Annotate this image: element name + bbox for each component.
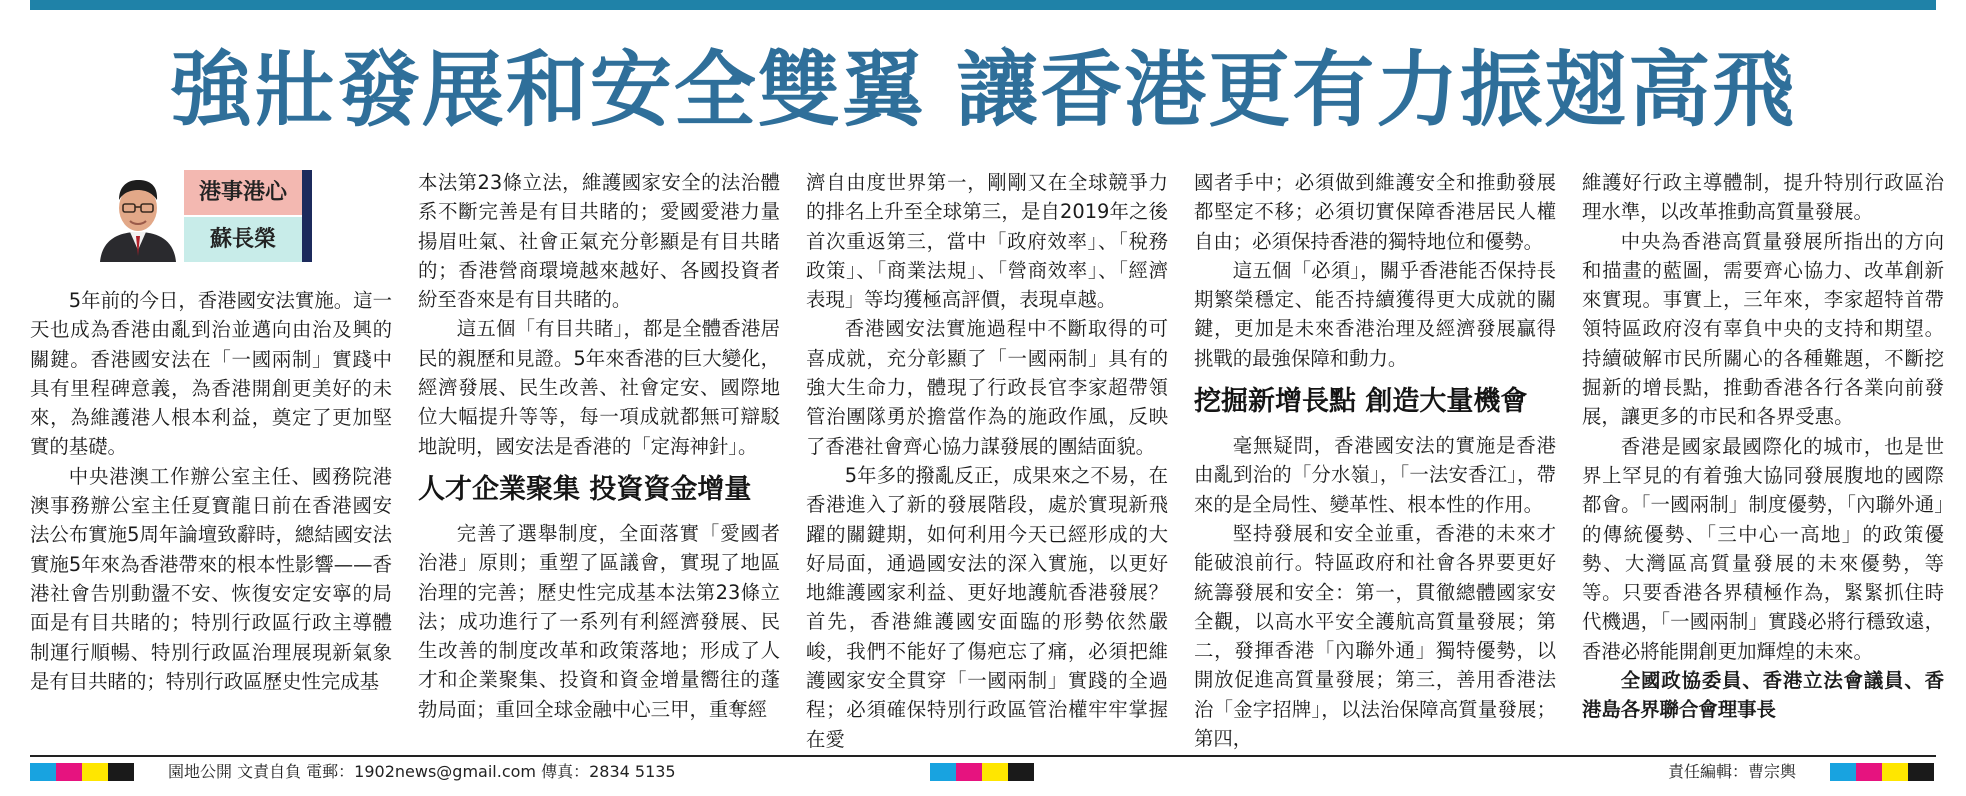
cyan-swatch [930, 763, 956, 781]
body-paragraph: 中央港澳工作辦公室主任、國務院港澳事務辦公室主任夏寶龍日前在香港國安法公布實施5周年論壇致辭時，總結國安法實施5年來為香港帶來的根本性影響——香港社會告別動盪不安、恢復安定安寧的局面是有目共睹的；特別行政區行政主導體制運行順暢、特別行政區治理展現新氣象是有目共睹的；特別行政區歷史性完成基 [30, 464, 392, 693]
magenta-swatch [956, 763, 982, 781]
body-paragraph: 國者手中；必須做到維護安全和推動發展都堅定不移；必須切實保障香港居民人權自由；必須保持香港的獨特地位和優勢。 [1194, 171, 1556, 253]
black-swatch [1008, 763, 1034, 781]
cyan-swatch [30, 763, 56, 781]
black-swatch [1908, 763, 1934, 781]
author-photo [92, 170, 184, 262]
body-paragraph: 香港是國家最國際化的城市，也是世界上罕見的有着強大協同發展腹地的國際都會。「一國兩制」制度優勢，「內聯外通」的傳統優勢、「三中心一高地」的政策優勢、大灣區高質量發展的未來優勢，等等。只要香港各界積極作為，緊緊抓住時代機遇，「一國兩制」實踐必將行穩致遠，香港必將能開創更加輝煌的未來。 [1582, 434, 1944, 663]
tag-accent-bar [302, 170, 312, 262]
body-paragraph: 5年前的今日，香港國安法實施。這一天也成為香港由亂到治並邁向由治及興的關鍵。香港國安法在「一國兩制」實踐中具有里程碑意義，為香港開創更美好的未來，為維護港人根本利益，奠定了更加堅實的基礎。 [30, 289, 392, 459]
column-2 [418, 168, 780, 738]
magenta-swatch [1856, 763, 1882, 781]
footer-contact: 園地公開 文責自負 電郵：1902news@gmail.com 傳真：2834 5135 [168, 762, 676, 781]
body-paragraph: 香港國安法實施過程中不斷取得的可喜成就，充分彰顯了「一國兩制」具有的強大生命力，體現了行政長官李家超帶領管治團隊勇於擔當作為的施政作風，反映了香港社會齊心協力謀發展的團結面貌。 [806, 317, 1168, 458]
author-byline: 全國政協委員、香港立法會議員、香港島各界聯合會理事長 [1582, 669, 1944, 722]
body-paragraph: 毫無疑問，香港國安法的實施是香港由亂到治的「分水嶺」，「一法安香江」，帶來的是全局性、變革性、根本性的作用。 [1194, 434, 1556, 516]
author-box [92, 170, 310, 262]
body-paragraph: 維護好行政主導體制，提升特別行政區治理水準，以改革推動高質量發展。 [1582, 171, 1944, 224]
column-tag: 港事港心 [184, 170, 302, 215]
yellow-swatch [82, 763, 108, 781]
yellow-swatch [982, 763, 1008, 781]
subhead: 挖掘新增長點 創造大量機會 [1194, 386, 1528, 418]
body-paragraph: 這五個「必須」，關乎香港能否保持長期繁榮穩定、能否持續獲得更大成就的關鍵，更加是未來香港治理及經濟發展贏得挑戰的最強保障和動力。 [1194, 258, 1556, 370]
column-3 [806, 168, 1168, 751]
color-registration-marks [930, 763, 1034, 781]
body-paragraph: 中央為香港高質量發展所指出的方向和描畫的藍圖，需要齊心協力、改革創新來實現。事實上，三年來，李家超特首帶領特區政府沒有辜負中央的支持和期望。持續破解市民所關心的各種難題，不斷挖掘新的增長點，推動香港各行各業向前發展，讓更多的市民和各界受惠。 [1582, 229, 1944, 429]
column-5 [1582, 168, 1944, 738]
headline: 強壯發展和安全雙翼 讓香港更有力振翅高飛 [169, 42, 1797, 138]
top-rule [30, 0, 1936, 10]
body-paragraph: 濟自由度世界第一，剛剛又在全球競爭力的排名上升至全球第三，是自2019年之後首次重返第三，當中「政府效率」、「稅務政策」、「商業法規」、「營商效率」、「經濟表現」等均獲極高評價，表現卓越。 [806, 171, 1168, 312]
color-registration-marks [30, 763, 134, 781]
body-paragraph: 堅持發展和安全並重，香港的未來才能破浪前行。特區政府和社會各界要更好統籌發展和安全：第一，貫徹總體國家安全觀，以高水平安全護航高質量發展；第二，發揮香港「內聯外通」獨特優勢，以開放促進高質量發展；第三，善用香港法治「金字招牌」，以法治保障高質量發展；第四， [1194, 521, 1556, 751]
cyan-swatch [1830, 763, 1856, 781]
color-registration-marks [1830, 763, 1934, 781]
column-4 [1194, 168, 1556, 751]
magenta-swatch [56, 763, 82, 781]
body-paragraph: 本法第23條立法，維護國家安全的法治體系不斷完善是有目共睹的；愛國愛港力量揚眉吐氣、社會正氣充分彰顯是有目共睹的；香港營商環境越來越好、各國投資者紛至沓來是有目共睹的。 [418, 171, 780, 312]
body-paragraph: 完善了選舉制度，全面落實「愛國者治港」原則；重塑了區議會，實現了地區治理的完善；歷史性完成基本法第23條立法；成功進行了一系列有利經濟發展、民生改善的制度改革和政策落地；形成了人才和企業聚集、投資和資金增量嚮往的蓬勃局面；重回全球金融中心三甲，重奪經 [418, 521, 780, 721]
footer-editor: 責任編輯：曹宗輿 [1667, 762, 1796, 781]
author-name: 蘇長榮 [184, 217, 302, 262]
column-1 [30, 286, 392, 738]
yellow-swatch [1882, 763, 1908, 781]
body-paragraph: 5年多的撥亂反正，成果來之不易，在香港進入了新的發展階段，處於實現新飛躍的關鍵期，如何利用今天已經形成的大好局面，通過國安法的深入實施，以更好地維護國家利益、更好地護航香港發展？首先，香港維護國安面臨的形勢依然嚴峻，我們不能好了傷疤忘了痛，必須把維護國家安全貫穿「一國兩制」實踐的全過程；必須確保特別行政區管治權牢牢掌握在愛 [806, 463, 1168, 751]
black-swatch [108, 763, 134, 781]
body-paragraph: 這五個「有目共睹」，都是全體香港居民的親歷和見證。5年來香港的巨大變化，經濟發展、民生改善、社會定安、國際地位大幅提升等等，每一項成就都無可辯駁地說明，國安法是香港的「定海神針」。 [418, 317, 780, 458]
footer-rule [30, 755, 1936, 757]
subhead: 人才企業聚集 投資資金增量 [418, 473, 752, 505]
